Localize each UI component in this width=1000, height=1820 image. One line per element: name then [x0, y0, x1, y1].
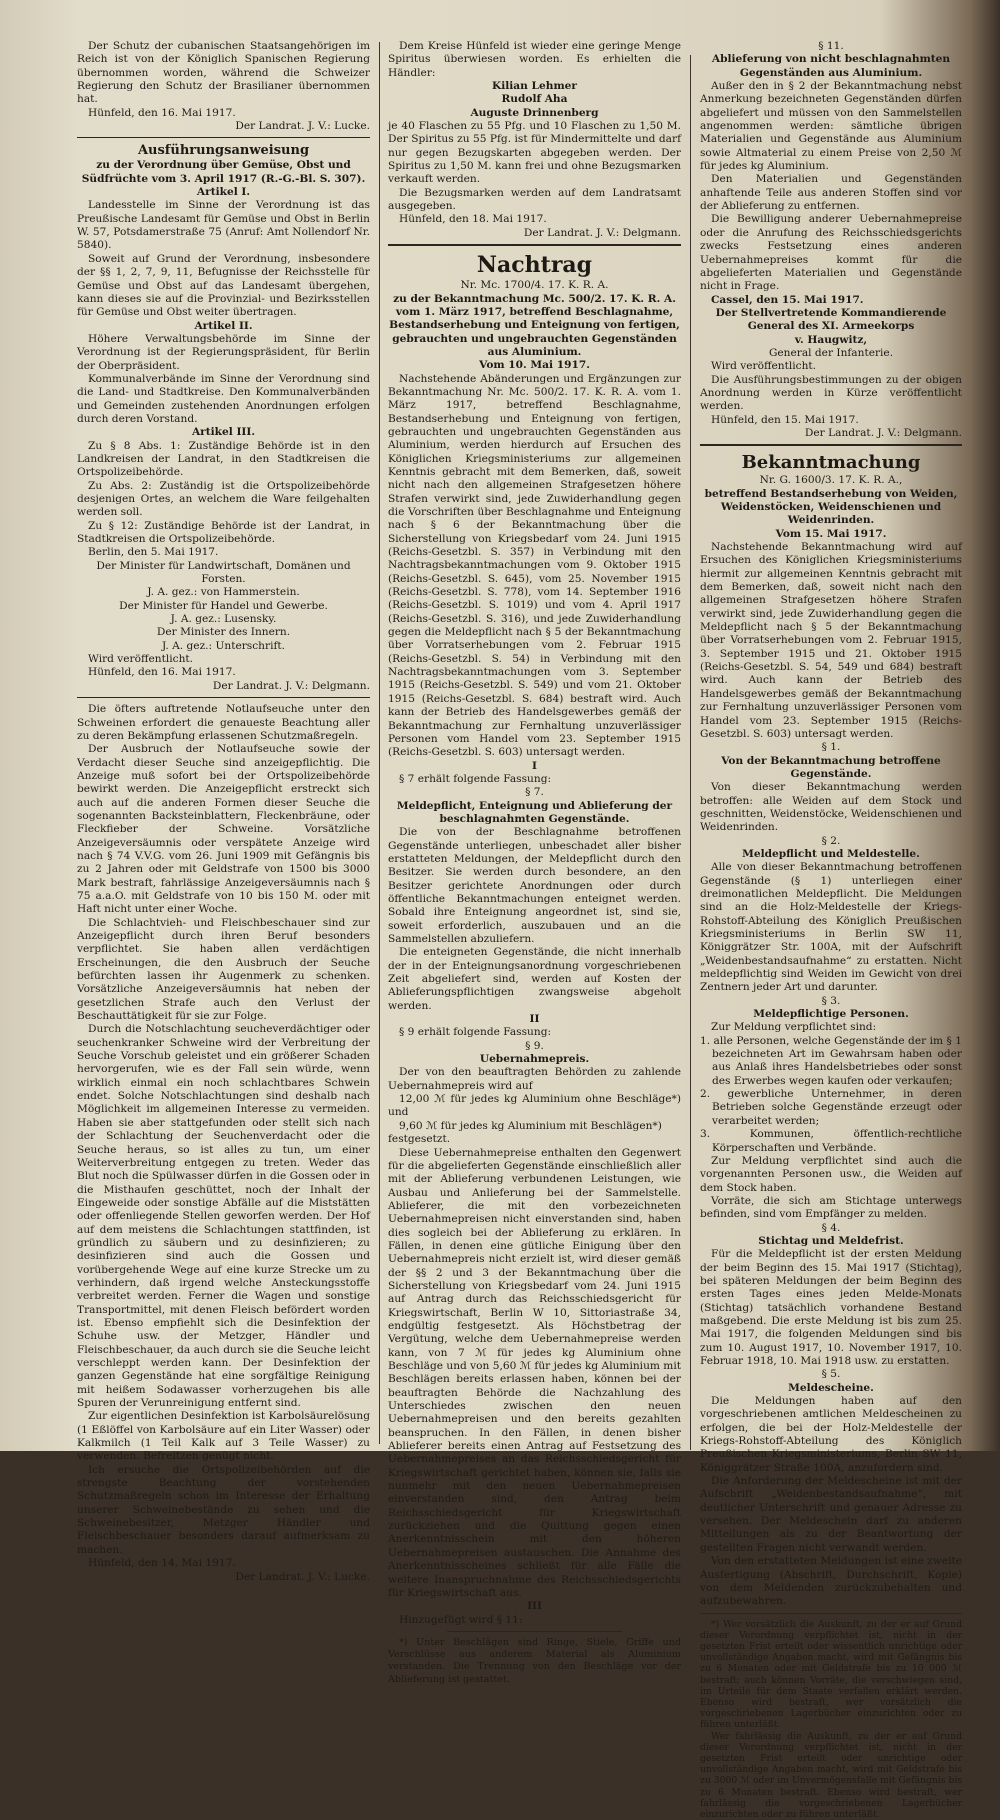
roman-numeral: I: [532, 759, 537, 772]
heading: Ausführungsanweisung: [137, 143, 310, 159]
paragraph: Zu § 12: Zuständige Behörde ist der Landrat, in Stadtkreisen die Ortspolizeibehörde.: [77, 519, 370, 546]
paragraph: Den Materialien und Gegenständen anhaftende Teile aus anderen Stoffen sind vor der Ablieferung zu entfernen.: [700, 173, 962, 213]
dateline: Hünfeld, den 16. Mai 1917.: [88, 666, 236, 679]
notice: Wird veröffentlicht.: [88, 653, 194, 666]
paragraph: Der Ausbruch der Notlaufseuche sowie der Verdacht dieser Seuche sind anzeigepflichtig. Die Anzeige muß sofort bei der Ortspolizeibehörde bewirkt werden. Die Anzeigepflicht erstreckt sich auch auf die anderen Formen dieser Seuche die sogenannten Backsteinblattern, Fleckenbräune, oder Fleckfieber der Schweine. Vorsätzliche Anzeigeversäumnis oder verspätete Anzeige wird nach § 74 V.V.G. vom 26. Juni 1909 mit Gefängnis bis zu 2 Jahren oder mit Geldstrafe von 1500 bis 3000 Mark bestraft, fahrlässige Anzeigeversäumnis nach § 75 a.a.O. mit Geldstrafe von 10 bis 150 M. oder mit Haft nicht unter einer Woche.: [77, 743, 370, 916]
dateline: Berlin, den 5. Mai 1917.: [88, 546, 219, 559]
footnote: Wer fahrlässig die Auskunft, zu der er auf Grund dieser Verordnung verpflichtet ist, nicht in der gesetzten Frist erteilt oder unrichtige oder unvollständige Angaben macht, wird mit Geldstrafe bis zu 3000 ℳ oder im Unvermögensfalle mit Gefängnis bis zu 6 Monaten bestraft. Ebenso wird bestraft, wer fahrlässig die vorgeschriebenen Lagerbücher einzurichten oder zu führen unterläßt.: [700, 1730, 962, 1820]
roman-numeral: II: [529, 1013, 540, 1026]
signature: Der Landrat. J. V.: Delgmann.: [523, 226, 681, 239]
signature: Der Landrat. J. V.: Lucke.: [235, 1570, 370, 1583]
reference-number: Nr. G. 1600/3. 17. K. R. A.,: [759, 474, 903, 487]
dateline: Hünfeld, den 15. Mai 1917.: [711, 413, 859, 426]
dateline: Hünfeld, den 18. Mai 1917.: [399, 213, 547, 226]
paragraph: Zu Abs. 2: Zuständig ist die Ortspolizeibehörde desjenigen Ortes, an welchem die Ware feilgehalten werden soll.: [77, 479, 370, 519]
section-number: § 3.: [821, 994, 841, 1007]
signature-line: General der Infanterie.: [768, 346, 894, 359]
list-item: 2. gewerbliche Unternehmer, in deren Betrieben solche Gegenstände erzeugt oder verarbeitet werden;: [700, 1088, 962, 1127]
paragraph: Soweit auf Grund der Verordnung, insbesondere der §§ 1, 2, 7, 9, 11, Befugnisse der Reichsstelle für Gemüse und Obst auf das Landesamt übergehen, kann dieses sie auf die Provinzial- und Bezirksstellen für Gemüse und Obst weiter übertragen.: [77, 252, 370, 319]
paragraph: § 9 erhält folgende Fassung:: [399, 1026, 552, 1039]
paragraph: Die Bewilligung anderer Uebernahmepreise oder die Anrufung des Reichsschiedsgerichts zwecks Festsetzung eines anderen Uebernahmepreises kommt für die abgelieferten Materialien und Gegenstände nicht in Frage.: [700, 213, 962, 293]
paragraph: Die Ausführungsbestimmungen zu der obigen Anordnung werden in Kürze veröffentlicht werden.: [700, 373, 962, 413]
dealer-name: Kilian Lehmer: [492, 80, 577, 93]
price-line: 9,60 ℳ für jedes kg Aluminium mit Beschlägen*): [399, 1119, 662, 1132]
paragraph: Ich ersuche die Ortspolizeibehörden auf die strengste Beachtung der vorstehenden Schutzmaßregeln schon im Interesse der Erhaltung unserer Schweinebestände zu sehen und die Schweinebesitzer, Metzger Händler und Fleischbeschauer besonders darauf aufmerksam zu machen.: [77, 1463, 370, 1556]
article-title: Artikel III.: [191, 426, 256, 439]
list-item: 1. alle Personen, welche Gegenstände der im § 1 bezeichneten Art im Gewahrsam haben oder aus Anlaß ihres Handelsbetriebes oder sonst des Erwerbes wegen kaufen oder verkaufen;: [700, 1034, 962, 1087]
paragraph: Der Schutz der cubanischen Staatsangehörigen im Reich ist von der Königlich Spanischen Regierung übernommen worden, während die Schweizer Regierung den Schutz der Brasilianer übernommen hat.: [77, 40, 370, 106]
dealer-name: Auguste Drinnenberg: [470, 106, 599, 119]
dateline: Cassel, den 15. Mai 1917.: [711, 293, 864, 306]
paragraph: Nachstehende Bekanntmachung wird auf Ersuchen des Königlichen Kriegsministeriums hiermit zur allgemeinen Kenntnis gebracht mit dem Bemerken, daß, soweit nicht nach den allgemeinen Strafgesetzen höhere Strafen verwirkt sind, jede Zuwiderhandlung gegen die Meldepflicht nach § 5 der Bekanntmachung über Vorratserhebungen vom 2. Februar 1915, 3. September 1915 und 21. Oktober 1915 (Reichs-Gesetzbl. S. 54, 549 und 684) bestraft wird. Auch kann der Betrieb des Handelsgewerbes gemäß der Bekanntmachung zur Fernhaltung unzuverlässiger Personen vom Handel vom 23. September 1915 (Reichs-Gesetzbl. S. 603) untersagt werden.: [700, 541, 962, 740]
paragraph: Dem Kreise Hünfeld ist wieder eine geringe Menge Spiritus überwiesen worden. Es erhielten die Händler:: [388, 40, 681, 79]
subheading: betreffend Bestandserhebung von Weiden, Weidenstöcken, Weidenschienen und Weidenrinden.: [704, 487, 958, 527]
paragraph: Zur eigentlichen Desinfektion ist Karbolsäurelösung (1 Eßlöffel von Karbolsäure auf ein Liter Wasser) oder Kalkmilch (1 Teil Kalk auf 3 Teile Wasser) zu verwenden. Befreitzen genügt nicht.: [77, 1410, 370, 1463]
reference-number: Nr. Mc. 1700/4. 17. K. R. A.: [460, 279, 609, 292]
divider: [77, 697, 370, 698]
paragraph: Zur Meldung verpflichtet sind auch die vorgenannten Personen usw., die Weiden auf dem Stock haben.: [700, 1154, 962, 1194]
column-3: [700, 40, 962, 1820]
signature: Der Landrat. J. V.: Delgmann.: [804, 426, 962, 439]
section-number: § 2.: [821, 834, 841, 847]
article-title: Artikel I.: [196, 186, 251, 199]
signature: Der Landrat. J. V.: Lucke.: [235, 120, 370, 133]
headline-bekanntmachung: Bekanntmachung: [741, 452, 921, 474]
paragraph: Nachstehende Abänderungen und Ergänzungen zur Bekanntmachung Nr. Mc. 500/2. 17. K. R. A. vom 1. März 1917, betreffend Beschlagnahme, Bestandserhebung und Enteignung von fertigen, gebrauchten und ungebrauchten Gegenständen aus Aluminium, werden hierdurch auf Ersuchen des Königlichen Kriegsministeriums zur allgemeinen Kenntnis gebracht mit dem Bemerken, daß, soweit nicht nach den allgemeinen Strafgesetzen höhere Strafen verwirkt sind, jede Zuwiderhandlung gegen die Vorschriften über Beschlagnahme und Enteignung nach § 6 der Bekanntmachung über die Sicherstellung von Kriegsbedarf vom 24. Juni 1915 (Reichs-Gesetzbl. S. 357) in Verbindung mit den Nachtragsbekanntmachungen vom 9. Oktober 1915 (Reichs-Gesetzbl. S. 645), vom 25. November 1915 (Reichs-Gesetzbl. S. 778), vom 14. September 1916 (Reichs-Gesetzbl. S. 1019) und vom 4. April 1917 (Reichs-Gesetzbl. S. 316), und jede Zuwiderhandlung gegen die Meldepflicht nach § 5 der Bekanntmachung über Vorratserhebungen vom 2. Februar 1915 (Reichs-Gesetzbl. S. 54) in Verbindung mit den Nachtragsbekanntmachungen vom 3. September 1915 (Reichs-Gesetzbl. S. 549) und vom 21. Oktober 1915 (Reichs-Gesetzbl. S. 684) bestraft wird. Auch kann der Betrieb des Handelsgewerbes gemäß der Bekanntmachung zur Fernhaltung unzuverlässiger Personen vom Handel vom 23. September 1915 (Reichs-Gesetzbl. S. 603) untersagt werden.: [388, 372, 681, 759]
paragraph: festgesetzt.: [388, 1133, 451, 1146]
signature: v. Haugwitz,: [794, 333, 868, 346]
paragraph: Landesstelle im Sinne der Verordnung ist das Preußische Landesamt für Gemüse und Obst in Berlin W. 57, Potsdamerstraße 75 (Anruf: Amt Nollendorf Nr. 5840).: [77, 199, 370, 252]
footnote-divider: [447, 1631, 623, 1632]
divider: [388, 244, 681, 246]
signature-line: Der Minister des Innern.: [156, 626, 291, 639]
paragraph: Für die Meldepflicht ist der ersten Meldung der beim Beginn des 15. Mai 1917 (Stichtag), bei späteren Meldungen der beim Beginn des ersten Tages eines jeden Melde-Monats (Stichtag) tatsächlich vorhandene Bestand maßgebend. Die erste Meldung ist bis zum 25. Mai 1917, die folgenden Meldungen sind bis zum 10. August 1917, 10. November 1917, 10. Februar 1918, 10. Mai 1918 usw. zu erstatten.: [700, 1248, 962, 1367]
paragraph: Der von den beauftragten Behörden zu zahlende Uebernahmepreis wird auf: [388, 1066, 681, 1092]
paragraph: Die öfters auftretende Notlaufseuche unter den Schweinen erfordert die genaueste Beachtung aller zu deren Bekämpfung erlassenen Schutzmaßregeln.: [77, 703, 370, 742]
paragraph: Die enteigneten Gegenstände, die nicht innerhalb der in der Enteignungsanordnung vorgeschriebenen Zeit abgeliefert sind, werden auf Kosten der Ablieferungspflichtigen zwangsweise abgeholt werden.: [388, 946, 681, 1012]
paragraph: § 7 erhält folgende Fassung:: [399, 772, 552, 785]
column-divider: [379, 42, 380, 1444]
article-title: Artikel II.: [194, 319, 253, 332]
section-title: Meldescheine.: [788, 1381, 874, 1394]
section-number: § 11.: [818, 40, 844, 52]
signature: J. A. gez.: Unterschrift.: [161, 639, 285, 652]
section-title: Uebernahmepreis.: [479, 1053, 590, 1066]
column-divider: [690, 55, 691, 1450]
section-title: Von der Bekanntmachung betroffene Gegenstände.: [721, 754, 941, 780]
paragraph: Zu § 8 Abs. 1: Zuständige Behörde ist in den Landkreisen der Landrat, in den Stadtkreisen die Ortspolizeibehörde.: [77, 439, 370, 479]
column-1: [77, 40, 370, 1583]
price-line: 12,00 ℳ für jedes kg Aluminium ohne Beschläge*) und: [388, 1093, 681, 1119]
dateline: Hünfeld, den 14. Mai 1917.: [88, 1557, 236, 1570]
section-number: § 4.: [821, 1221, 841, 1234]
paragraph: Von dieser Bekanntmachung werden betroffen: alle Weiden auf dem Stock und geschnitten, Weidenstöcke, Weidenschienen und Weidenrinden.: [700, 781, 962, 834]
date-heading: Vom 10. Mai 1917.: [479, 359, 590, 372]
section-title: Meldepflicht, Enteignung und Ablieferung der beschlagnahmten Gegenstände.: [396, 799, 673, 825]
subheading: zu der Bekanntmachung Mc. 500/2. 17. K. R. A. vom 1. März 1917, betreffend Beschlagnahme, Bestandserhebung und Enteignung von fertigen, gebrauchten und ungebrauchten Gegenständen aus Aluminium.: [389, 292, 680, 358]
section-number: § 1.: [821, 741, 841, 754]
divider: [77, 137, 370, 138]
paragraph: Hinzugefügt wird § 11:: [399, 1613, 523, 1626]
paragraph: Durch die Notschlachtung seucheverdächtiger oder seuchenkranker Schweine wird der Verbreitung der Seuche Vorschub geleistet und ein größerer Schaden hervorgerufen, wie es der Fall sein würde, wenn wirklich einmal ein noch schlachtbares Schwein endet. Solche Notschlachtungen sind deshalb nach Möglichkeit im allgemeinen Interesse zu vermeiden. Haben sie aber stattgefunden oder stellt sich nach der Schlachtung der Seuchenverdacht oder die Seuche heraus, so ist alles zu tun, um einer Weiterverbreitung entgegen zu treten. Weder das Blut noch die Spülwasser dürfen in die Gossen oder in die Misthaufen geschüttet, noch der Inhalt der Eingeweide oder sonstige Abfälle auf die Miststätten oder offenliegende Stellen geworfen werden. Der Hof auf dem meistens die Schlachtungen stattfinden, ist gründlich zu säubern und zu desinfizieren; zu desinfizieren sind auch die Gossen und vorübergehende Wege auf eine kurze Strecke um zu verhindern, daß irgend welche Ansteckungsstoffe verbreitet werden. Ferner die Wagen und sonstige Transportmittel, mit denen Fleisch befördert worden ist. Ebenso empfiehlt sich die Desinfektion der Schuhe usw. der Metzger, Händler und Fleischbeschauer, da auch durch sie die Seuche leicht verschleppt werden kann. Der Desinfektion der ganzen Gegenstände hat eine sorgfältige Reinigung mit heißem Sodawasser vorherzugehen bis alle Spuren der Verunreinigung entfernt sind.: [77, 1023, 370, 1410]
paragraph: Alle von dieser Bekanntmachung betroffenen Gegenstände (§ 1) unterliegen einer dreimonatlichen Meldepflicht. Die Meldungen sind an die Holz-Meldestelle der Kriegs-Rohstoff-Abteilung des Königlich Preußischen Kriegsministeriums in Berlin SW 11, Königgrätzer Str. 100A, mit der Aufschrift „Weidenbestandsaufnahme“ zu erstatten. Nicht meldepflichtig sind Weiden im Gewicht von drei Zentnern jeder Art und darunter.: [700, 861, 962, 994]
subheading: zu der Verordnung über Gemüse, Obst und Südfrüchte vom 3. April 1917 (R.-G.-Bl. S. 307).: [81, 159, 366, 185]
paragraph: Die Anforderung der Meldescheine ist mit der Aufschrift „Weidenbestandsaufnahme“, mit deutlicher Unterschrift und genauer Adresse zu versehen. Der Meldeschein darf zu anderen Mitteilungen als zu der Beantwortung der gestellten Fragen nicht verwandt werden.: [700, 1475, 962, 1554]
section-title: Ablieferung von nicht beschlagnahmten Gegenständen aus Aluminium.: [711, 53, 951, 79]
dateline: Hünfeld, den 16. Mai 1917.: [88, 106, 236, 119]
signature-line: Der Minister für Handel und Gewerbe.: [119, 599, 328, 612]
section-title: Meldepflichtige Personen.: [753, 1008, 909, 1021]
list-item: 3. Kommunen, öffentlich-rechtliche Körperschaften und Verbände.: [700, 1128, 962, 1154]
section-number: § 5.: [821, 1368, 841, 1381]
column-2: [388, 40, 681, 1685]
signature: J. A. gez.: Lusensky.: [170, 613, 277, 626]
paragraph: Vorräte, die sich am Stichtage unterwegs befinden, sind vom Empfänger zu melden.: [700, 1194, 962, 1221]
paragraph: Die Meldungen haben auf den vorgeschriebenen amtlichen Meldescheinen zu erfolgen, die bei der Holz-Meldestelle der Kriegs-Rohstoff-Abteilung des Königlich Preußischen Kriegsministeriums, Berlin SW 11, Königgrätzer Straße 100A, anzufordern sind.: [700, 1395, 962, 1474]
dealer-name: Rudolf Aha: [501, 93, 568, 106]
paragraph: Die von der Beschlagnahme betroffenen Gegenstände unterliegen, unbeschadet aller bisher erstatteten Meldungen, der Meldepflicht durch den Besitzer. Sie werden durch besondere, an den Besitzer gerichtete Anordnungen oder durch öffentliche Bekanntmachungen enteignet werden. Sobald ihre Enteignung angeordnet ist, sind sie, soweit erforderlich, auszubauen und an die Sammelstellen abzuliefern.: [388, 826, 681, 945]
signature: J. A. gez.: von Hammerstein.: [147, 586, 300, 599]
section-number: § 9.: [525, 1039, 544, 1052]
section-title: Stichtag und Meldefrist.: [758, 1234, 904, 1247]
footnote: *) Unter Beschlägen sind Ringe, Stiele, Griffe und Verschlüsse aus anderem Material als Aluminium verstanden. Die Trennung von den Beschläge vor der Ablieferung ist gestattet.: [388, 1636, 681, 1685]
paragraph: Die Bezugsmarken werden auf dem Landratsamt ausgegeben.: [388, 186, 681, 213]
signature-line: Der Stellvertretende Kommandierende General des XI. Armeekorps: [715, 306, 947, 333]
paragraph: je 40 Flaschen zu 55 Pfg. und 10 Flaschen zu 1,50 M. Der Spiritus zu 55 Pfg. ist für Mindermittelte und darf nur gegen Bezugskarten abgegeben werden. Der Spiritus zu 1,50 M. kann frei und ohne Bezugsmarken verkauft werden.: [388, 120, 681, 186]
paragraph: Diese Uebernahmepreise enthalten den Gegenwert für die abgelieferten Gegenstände einschließlich aller mit der Ablieferung verbundenen Leistungen, wie Ausbau und Anlieferung bei der Sammelstelle. Ablieferer, die mit den vorbezeichneten Uebernahmepreisen nicht einverstanden sind, haben dies sogleich bei der Ablieferung zu erklären. In Fällen, in denen eine gütliche Einigung über den Uebernahmepreis nicht erzielt ist, wird dieser gemäß der §§ 2 und 3 der Bekanntmachung über die Sicherstellung von Kriegsbedarf vom 24. Juni 1915 auf Antrag durch das Reichsschiedsgericht für Kriegswirtschaft, Berlin W 10, Sittoriastraße 34, endgültig festgesetzt. Als Höchstbetrag der Vergütung, welche dem Uebernahmepreise werden kann, von 7 ℳ für jedes kg Aluminium ohne Beschläge und von 5,60 ℳ für jedes kg Aluminium mit Beschlägen bereits erlassen haben, können bei der beauftragten Behörde die Nachzahlung des Unterschiedes zwischen den neuen Uebernahmepreisen und den bereits gezahlten beanspruchen. In den Fällen, in denen bisher Ablieferer bereits einen Antrag auf Festsetzung des Uebernahmepreises an das Reichsschiedsgericht für Kriegswirtschaft gerichtet haben, können sie, falls sie nunmehr mit den neuen Uebernahmepreisen einverstanden sind, den Antrag beim Reichsschiedsgericht für Kriegswirtschaft zurückziehen und die Quittung gegen einen Anerkenntnisschein mit den höheren Uebernahmepreisen austauschen. Die Annahme des Anerkenntnisscheines schließt für alle Fälle die weitere Inanspruchnahme des Reichsschiedsgerichts für Kriegswirtschaft aus.: [388, 1146, 681, 1599]
date-heading: Vom 15. Mai 1917.: [775, 527, 887, 540]
roman-numeral: III: [527, 1600, 542, 1613]
paragraph: Von den erstatteten Meldungen ist eine zweite Ausfertigung (Abschrift, Durchschrift, Kopie) von dem Meldenden zurückzubehalten und aufzubewahren.: [700, 1555, 962, 1608]
signature: Der Landrat. J. V.: Delgmann.: [212, 679, 370, 692]
paragraph: Höhere Verwaltungsbehörde im Sinne der Verordnung ist der Regierungspräsident, für Berlin der Oberpräsident.: [77, 332, 370, 372]
divider: [700, 444, 962, 446]
paragraph: Außer den in § 2 der Bekanntmachung nebst Anmerkung bezeichneten Gegenständen dürfen abgeliefert und müssen von den Sammelstellen angenommen werden: sämtliche übrigen Materialien und Gegenstände aus Aluminium sowie Altmaterial zu einem Preise von 2,50 ℳ für jedes kg Aluminium.: [700, 80, 962, 173]
paragraph: Zur Meldung verpflichtet sind:: [711, 1021, 877, 1034]
paragraph: Kommunalverbände im Sinne der Verordnung sind die Land- und Stadtkreise. Den Kommunalverbänden und Gemeinden zustehenden Anordnungen erfolgen durch deren Vorstand.: [77, 372, 370, 425]
section-number: § 7.: [525, 786, 544, 799]
section-title: Meldepflicht und Meldestelle.: [742, 847, 920, 860]
paragraph: Die Schlachtvieh- und Fleischbeschauer sind zur Anzeigepflicht durch ihren Beruf besonders verpflichtet. Sie haben allen verdächtigen Erscheinungen, die den Ausbruch der Seuche befürchten lassen ihr Augenmerk zu schenken. Vorsätzliche Anzeigeversäumnis hat neben der gesetzlichen Strafe auch den Verlust der Beschauttätigkeit für sie zur Folge.: [77, 916, 370, 1023]
footnote: *) Wer vorsätzlich die Auskunft, zu der er auf Grund dieser Verordnung verpflichtet ist, nicht in der gesetzten Frist erteilt oder wissentlich unrichtige oder unvollständige Angaben macht, wird mit Gefängnis bis zu 6 Monaten oder mit Geldstrafe bis zu 10 000 ℳ bestraft; auch können Vorräte, die verschwiegen sind, im Urteile für dem Staate verfallen erklärt werden. Ebenso wird bestraft, wer vorsätzlich die vorgeschriebenen Lagerbücher einzurichten oder zu führen unterläßt.: [700, 1618, 962, 1731]
signature-line: Der Minister für Landwirtschaft, Domänen und Forsten.: [96, 559, 351, 586]
notice: Wird veröffentlicht.: [711, 360, 817, 373]
footnote-divider: [700, 1613, 962, 1614]
headline-nachtrag: Nachtrag: [476, 252, 593, 279]
